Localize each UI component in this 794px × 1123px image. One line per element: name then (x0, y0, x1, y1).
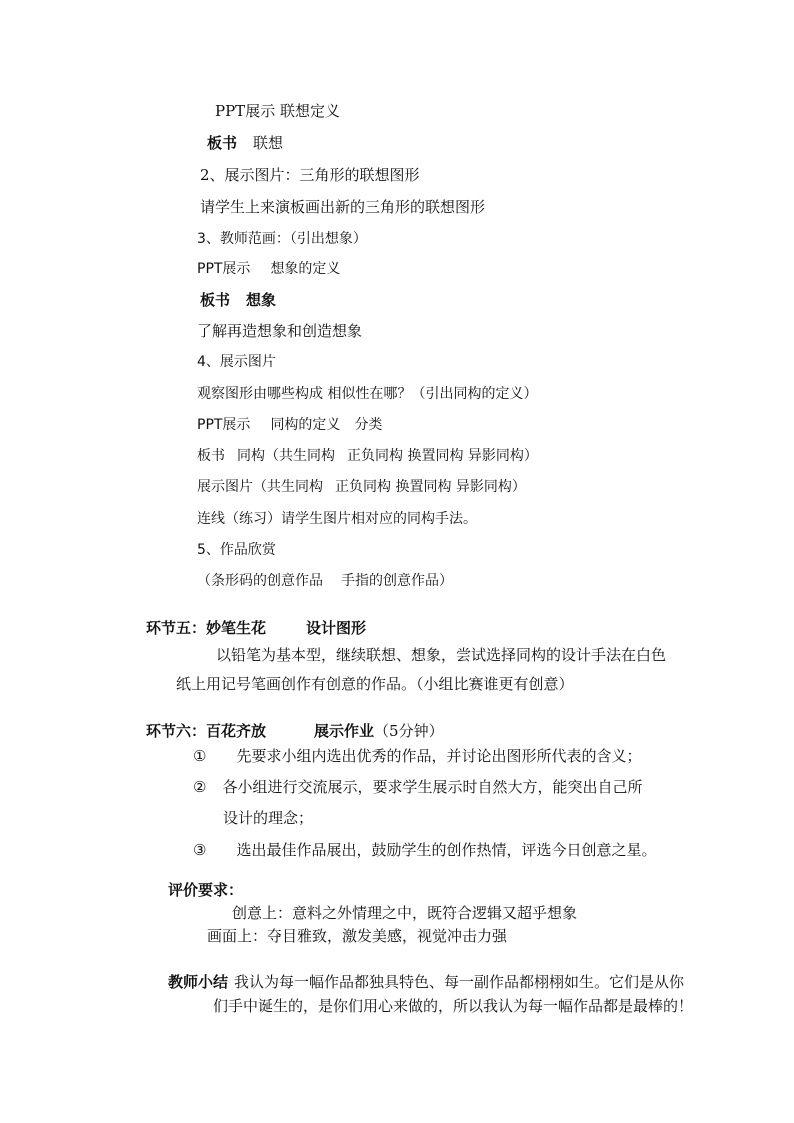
text: 们手中诞生的，是你们用心来做的，所以我认为每一幅作品都是最棒的！ (213, 997, 694, 1015)
step-5 (197, 540, 276, 560)
board-line-association (207, 133, 283, 153)
text: 4、展示图片 (197, 354, 276, 370)
board-line-isomorphism (197, 446, 538, 466)
text: 设计的理念； (223, 809, 314, 827)
text: PPT展示 联想定义 (215, 102, 340, 120)
text: 想象 (246, 291, 277, 309)
section-5-heading (146, 618, 366, 638)
board-label: 板书 (207, 134, 238, 152)
text: （条形码的创意作品 (197, 573, 323, 589)
board-label: 板书 (200, 291, 231, 309)
list-item-1 (193, 746, 641, 766)
evaluation-heading (168, 880, 243, 900)
text: 5、作品欣赏 (197, 542, 276, 558)
step-4-question (197, 384, 537, 404)
list-item-3 (193, 840, 656, 860)
step-2 (200, 165, 420, 185)
step-4 (197, 352, 276, 372)
ppt-line-imagination (197, 259, 340, 279)
board-line-imagination (200, 290, 276, 310)
number-2: ② (193, 778, 207, 796)
matching-exercise (197, 509, 477, 529)
text: 纸上用记号笔画创作有创意的作品。（小组比赛谁更有创意） (176, 675, 574, 693)
text: 请学生上来演板画出新的三角形的联想图形 (200, 198, 486, 216)
text: 2、展示图片：三角形的联想图形 (200, 166, 420, 184)
section-5-paragraph-2 (176, 674, 574, 694)
list-item-2 (193, 777, 642, 797)
section-subtitle: 设计图形 (306, 619, 367, 637)
text: 分类 (354, 417, 383, 433)
imagination-note (197, 321, 362, 341)
text: 正负同构 换置同构 异影同构） (347, 448, 538, 464)
text: 同构的定义 (270, 417, 341, 433)
text: 先要求小组内选出优秀的作品，并讨论出图形所代表的含义； (236, 747, 642, 765)
summary-label: 教师小结 (168, 973, 229, 991)
text: 画面上：夺目雅致，激发美感，视觉冲击力强 (207, 927, 508, 945)
text: 3、教师范画：（引出想象） (197, 231, 367, 247)
section-title: 环节六：百花齐放 (146, 722, 267, 740)
text: 各小组进行交流展示，要求学生展示时自然大方，能突出自己所 (222, 778, 643, 796)
duration: （5分钟） (374, 722, 444, 740)
text: 选出最佳作品展出，鼓励学生的创作热情，评选今日创意之星。 (236, 841, 657, 859)
section-6-heading (146, 721, 444, 741)
show-images-line (197, 477, 526, 497)
text: 手指的创意作品） (341, 573, 453, 589)
works-list (197, 571, 453, 591)
section-subtitle: 展示作业 (314, 722, 375, 740)
text: 观察图形由哪些构成 相似性在哪？（引出同构的定义） (197, 386, 538, 402)
evaluation-creativity (232, 903, 577, 923)
text: 连线（练习）请学生图片相对应的同构手法。 (197, 511, 477, 527)
section-title: 环节五：妙笔生花 (146, 619, 267, 637)
text: 创意上：意料之外情理之中，既符合逻辑又超乎想象 (232, 904, 578, 922)
step-3 (197, 229, 367, 249)
evaluation-visual (207, 926, 507, 946)
ppt-line-isomorphism (197, 415, 382, 435)
section-5-paragraph-1 (216, 645, 666, 665)
evaluation-label: 评价要求： (168, 881, 244, 899)
number-3: ③ (193, 841, 207, 859)
text: 我认为每一幅作品都独具特色、每一副作品都栩栩如生。它们是从你 (234, 973, 685, 991)
text: 展示图片（共生同构 (197, 479, 323, 495)
text: 同构（共生同构 (237, 448, 335, 464)
ppt-line-association (215, 101, 340, 121)
step-2-detail (200, 197, 485, 217)
text: 以铅笔为基本型，继续联想、想象，尝试选择同构的设计手法在白色 (216, 646, 667, 664)
text: 正负同构 换置同构 异影同构） (335, 479, 526, 495)
text: 联想 (253, 134, 284, 152)
text: 了解再造想象和创造想象 (197, 322, 363, 340)
text: 板书 (197, 448, 225, 464)
number-1: ① (193, 747, 207, 765)
teacher-summary-continued (213, 996, 693, 1016)
teacher-summary (168, 972, 684, 992)
text: PPT展示 (197, 261, 251, 277)
text: 想象的定义 (270, 261, 341, 277)
list-item-2-continued (223, 808, 313, 828)
text: PPT展示 (197, 417, 251, 433)
